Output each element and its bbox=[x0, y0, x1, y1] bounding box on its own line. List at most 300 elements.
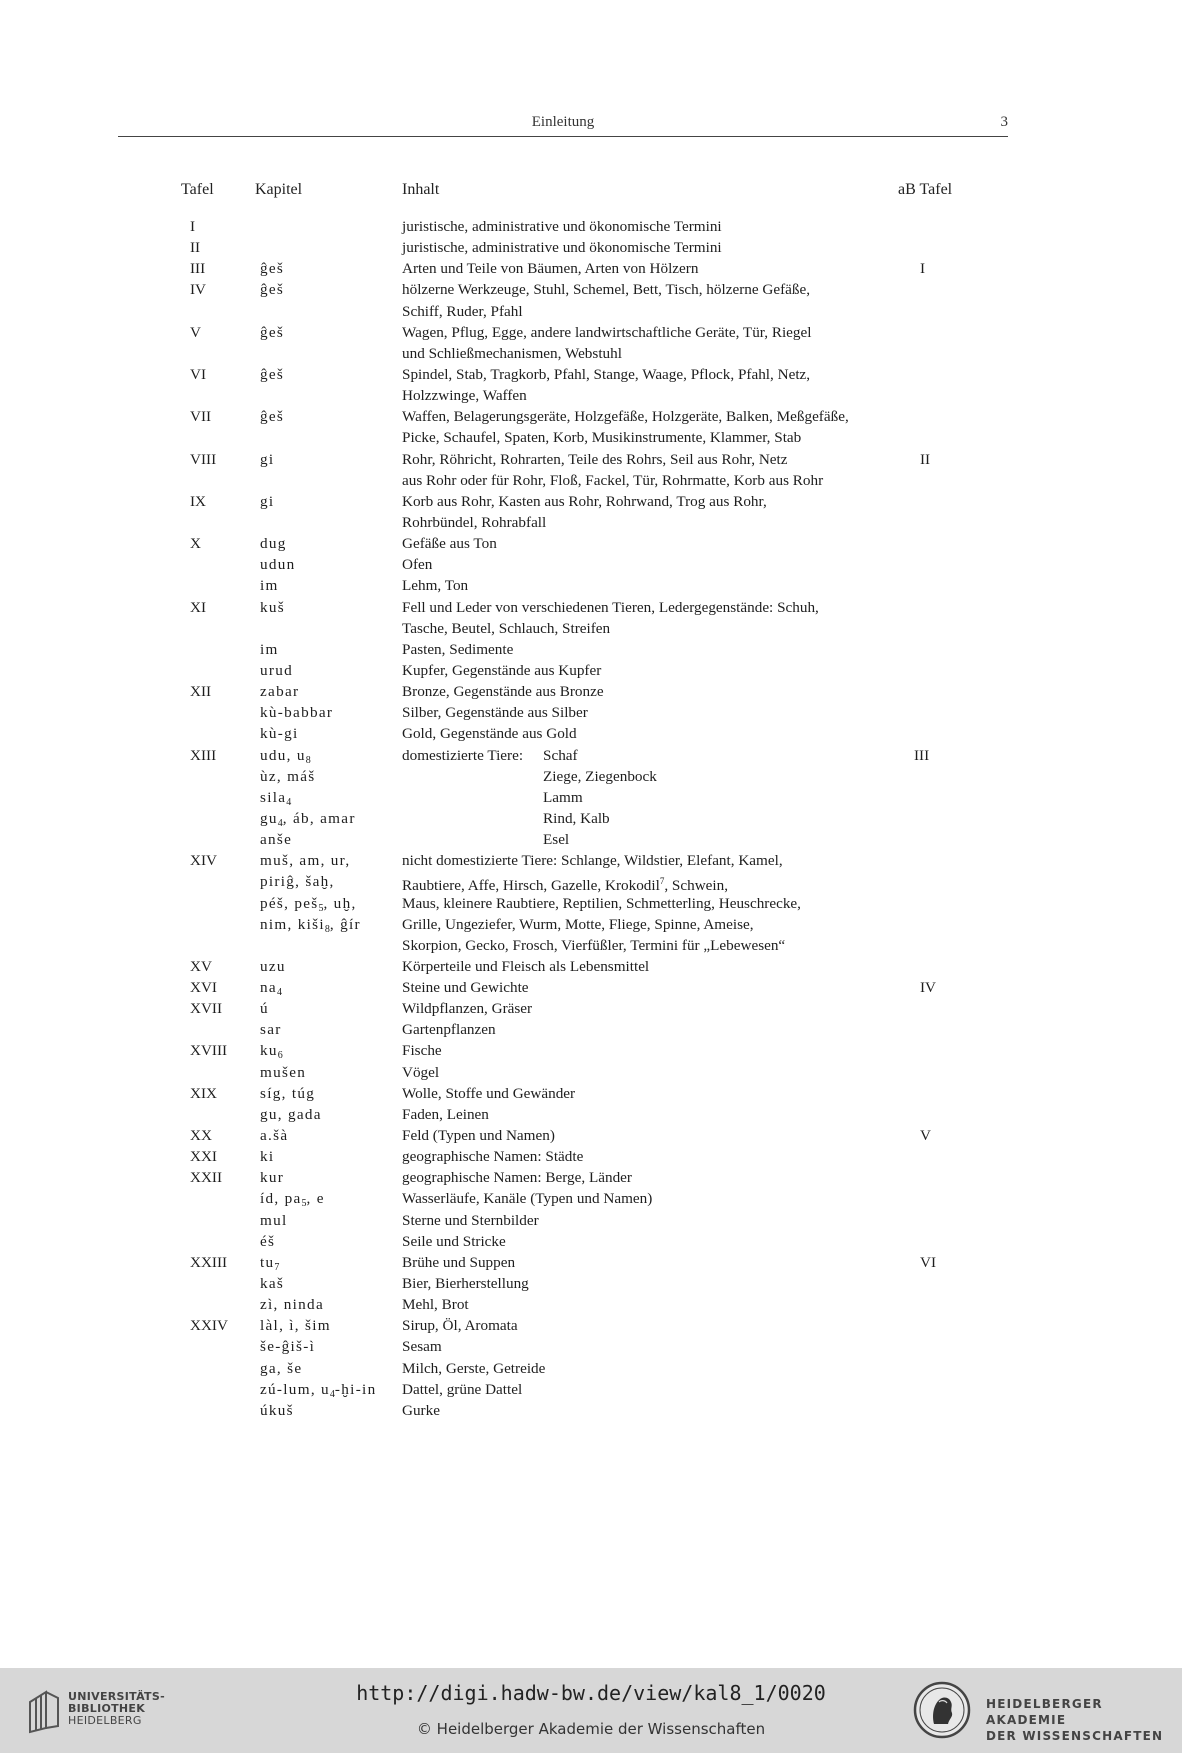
table-row bbox=[0, 1231, 1182, 1252]
inhalt-cell bbox=[402, 618, 610, 639]
academy-name-line: HEIDELBERGER AKADEMIE bbox=[986, 1697, 1103, 1727]
contents-table bbox=[0, 216, 1182, 1421]
inhalt-text: Wildpflanzen, Gräser bbox=[402, 1000, 533, 1018]
inhalt-cell bbox=[402, 279, 810, 300]
kapitel-cell bbox=[260, 998, 269, 1019]
tafel-cell: XV bbox=[190, 957, 212, 975]
inhalt-text: Maus, kleinere Raubtiere, Reptilien, Schmetterling, Heuschrecke, bbox=[402, 894, 801, 912]
kapitel-text: ga, še bbox=[260, 1359, 303, 1377]
inhalt-text: Rohrbündel, Rohrabfall bbox=[402, 513, 547, 531]
inhalt-cell bbox=[402, 597, 819, 618]
kapitel-text: úkuš bbox=[260, 1401, 294, 1419]
kapitel-text: gu bbox=[260, 809, 278, 827]
kapitel-subscript: 8 bbox=[324, 923, 330, 935]
running-title: Einleitung bbox=[531, 114, 595, 130]
inhalt-text: Grille, Ungeziefer, Wurm, Motte, Fliege, Spinne, Ameise, bbox=[402, 915, 754, 933]
library-name-line: BIBLIOTHEK bbox=[68, 1702, 146, 1715]
table-row bbox=[0, 893, 1182, 914]
tafel-cell: II bbox=[190, 239, 201, 257]
table-row bbox=[0, 1125, 1182, 1146]
table-row bbox=[0, 914, 1182, 935]
inhalt-cell bbox=[402, 1315, 518, 1336]
inhalt-text: geographische Namen: Berge, Länder bbox=[402, 1169, 632, 1187]
tafel-cell: VI bbox=[190, 365, 207, 383]
kapitel-cell bbox=[260, 575, 279, 596]
tafel-cell: XVIII bbox=[190, 1042, 228, 1060]
table-row bbox=[0, 1294, 1182, 1315]
footer-bar bbox=[0, 1668, 1182, 1753]
kapitel-text: éš bbox=[260, 1232, 276, 1250]
animal-name-cell: Esel bbox=[543, 831, 570, 849]
inhalt-cell bbox=[402, 1083, 575, 1104]
inhalt-text: Fische bbox=[402, 1042, 442, 1060]
ab-tafel-cell: IV bbox=[920, 979, 937, 997]
ab-tafel-cell: V bbox=[920, 1127, 931, 1145]
inhalt-text: Kupfer, Gegenstände aus Kupfer bbox=[402, 661, 602, 679]
kapitel-text: péš, peš bbox=[260, 894, 319, 912]
table-row bbox=[0, 597, 1182, 618]
kapitel-subscript: 6 bbox=[277, 1050, 283, 1062]
inhalt-text: Sesam bbox=[402, 1338, 442, 1356]
ab-tafel-cell: I bbox=[920, 260, 926, 278]
table-row bbox=[0, 829, 1182, 850]
table-row bbox=[0, 491, 1182, 512]
kapitel-cell bbox=[260, 681, 299, 702]
inhalt-cell bbox=[402, 914, 754, 935]
kapitel-text: kur bbox=[260, 1169, 285, 1187]
kapitel-cell bbox=[260, 364, 284, 385]
tafel-cell: XVI bbox=[190, 979, 217, 997]
inhalt-cell bbox=[402, 1336, 442, 1357]
kapitel-cell bbox=[260, 1400, 294, 1421]
table-row bbox=[0, 279, 1182, 300]
inhalt-cell bbox=[402, 935, 785, 956]
inhalt-text: Silber, Gegenstände aus Silber bbox=[402, 704, 588, 722]
inhalt-cell bbox=[402, 1167, 632, 1188]
inhalt-cell bbox=[402, 322, 811, 343]
kapitel-text: ùz, máš bbox=[260, 767, 316, 785]
kapitel-text: na bbox=[260, 979, 277, 997]
inhalt-cell bbox=[402, 1188, 652, 1209]
table-row bbox=[0, 512, 1182, 533]
inhalt-text: Gartenpflanzen bbox=[402, 1021, 496, 1039]
tafel-cell: XXIV bbox=[190, 1317, 228, 1335]
kapitel-text: kuš bbox=[260, 598, 285, 616]
kapitel-cell bbox=[260, 1019, 282, 1040]
inhalt-text: geographische Namen: Städte bbox=[402, 1148, 584, 1166]
kapitel-text: im bbox=[260, 640, 279, 658]
inhalt-cell bbox=[402, 1125, 555, 1146]
academy-name bbox=[986, 1696, 1182, 1744]
table-row bbox=[0, 1019, 1182, 1040]
kapitel-text: piriĝ, šaḫ, bbox=[260, 873, 335, 891]
tafel-cell: XXIII bbox=[190, 1253, 228, 1271]
inhalt-cell bbox=[402, 343, 622, 364]
kapitel-text: urud bbox=[260, 661, 294, 679]
inhalt-text: Picke, Schaufel, Spaten, Korb, Musikinstrumente, Klammer, Stab bbox=[402, 429, 802, 447]
kapitel-subscript: 4 bbox=[329, 1388, 335, 1400]
kapitel-text: kù-babbar bbox=[260, 704, 334, 722]
table-row bbox=[0, 216, 1182, 237]
kapitel-text: ĝeš bbox=[260, 408, 285, 426]
kapitel-cell bbox=[260, 829, 292, 850]
inhalt-text: Steine und Gewichte bbox=[402, 979, 529, 997]
kapitel-cell bbox=[260, 660, 293, 681]
table-row bbox=[0, 1104, 1182, 1125]
kapitel-text: nim, kiši bbox=[260, 915, 325, 933]
animal-name-cell: Lamm bbox=[543, 788, 583, 806]
inhalt-cell bbox=[402, 1273, 529, 1294]
kapitel-cell bbox=[260, 639, 279, 660]
kapitel-subscript: 5 bbox=[318, 902, 324, 914]
inhalt-text: Sterne und Sternbilder bbox=[402, 1211, 539, 1229]
inhalt-cell bbox=[402, 681, 604, 702]
inhalt-text: Bronze, Gegenstände aus Bronze bbox=[402, 683, 604, 701]
inhalt-text: Pasten, Sedimente bbox=[402, 640, 514, 658]
tafel-cell: III bbox=[190, 260, 206, 278]
tafel-cell: XVII bbox=[190, 1000, 223, 1018]
inhalt-text: Rohr, Röhricht, Rohrarten, Teile des Rohrs, Seil aus Rohr, Netz bbox=[402, 450, 788, 468]
inhalt-cell bbox=[402, 998, 532, 1019]
inhalt-cell bbox=[402, 1040, 442, 1061]
kapitel-cell bbox=[260, 956, 286, 977]
inhalt-text: Seile und Stricke bbox=[402, 1232, 506, 1250]
table-row bbox=[0, 787, 1182, 808]
inhalt-text: domestizierte Tiere: bbox=[402, 746, 524, 764]
tafel-cell: XI bbox=[190, 598, 207, 616]
inhalt-cell bbox=[402, 639, 513, 660]
inhalt-text: Spindel, Stab, Tragkorb, Pfahl, Stange, Waage, Pflock, Pfahl, Netz, bbox=[402, 365, 811, 383]
inhalt-cell bbox=[402, 512, 546, 533]
inhalt-text: Skorpion, Gecko, Frosch, Vierfüßler, Termini für „Lebewesen“ bbox=[402, 936, 786, 954]
library-name-line: UNIVERSITÄTS- bbox=[68, 1690, 165, 1703]
inhalt-text: Wolle, Stoffe und Gewänder bbox=[402, 1084, 576, 1102]
academy-seal-icon bbox=[912, 1680, 972, 1740]
table-row bbox=[0, 554, 1182, 575]
table-row bbox=[0, 702, 1182, 723]
table-row bbox=[0, 1210, 1182, 1231]
kapitel-text: zì, ninda bbox=[260, 1296, 324, 1314]
table-row bbox=[0, 681, 1182, 702]
kapitel-text: dug bbox=[260, 535, 287, 553]
table-row bbox=[0, 745, 1182, 766]
kapitel-subscript: 5 bbox=[301, 1198, 307, 1210]
inhalt-cell bbox=[402, 1358, 545, 1379]
kapitel-cell bbox=[260, 1167, 284, 1188]
kapitel-cell bbox=[260, 1231, 275, 1252]
inhalt-text: Lehm, Ton bbox=[402, 577, 469, 595]
tafel-cell: XII bbox=[190, 683, 212, 701]
table-row bbox=[0, 258, 1182, 279]
inhalt-text: Arten und Teile von Bäumen, Arten von Hölzern bbox=[402, 260, 699, 278]
kapitel-text: udun bbox=[260, 556, 296, 574]
table-row bbox=[0, 1062, 1182, 1083]
kapitel-text: ĝeš bbox=[260, 260, 285, 278]
kapitel-text: anše bbox=[260, 831, 293, 849]
inhalt-text: Holzzwinge, Waffen bbox=[402, 387, 527, 405]
table-row bbox=[0, 449, 1182, 470]
table-row bbox=[0, 935, 1182, 956]
inhalt-text: Feld (Typen und Namen) bbox=[402, 1127, 555, 1145]
inhalt-text: nicht domestizierte Tiere: Schlange, Wildstier, Elefant, Kamel, bbox=[402, 852, 783, 870]
academy-name-line: DER WISSENSCHAFTEN bbox=[986, 1729, 1164, 1743]
kapitel-text: ú bbox=[260, 1000, 269, 1018]
inhalt-text: Mehl, Brot bbox=[402, 1296, 469, 1314]
inhalt-text: Sirup, Öl, Aromata bbox=[402, 1317, 518, 1335]
inhalt-cell bbox=[402, 1062, 439, 1083]
kapitel-cell bbox=[260, 702, 333, 723]
inhalt-cell bbox=[402, 702, 588, 723]
table-row bbox=[0, 850, 1182, 871]
kapitel-text: gu, gada bbox=[260, 1105, 322, 1123]
table-row bbox=[0, 1188, 1182, 1209]
inhalt-cell bbox=[402, 977, 529, 998]
kapitel-text: síg, túg bbox=[260, 1084, 316, 1102]
inhalt-text: Wagen, Pflug, Egge, andere landwirtschaftliche Geräte, Tür, Riegel bbox=[402, 323, 812, 341]
table-row bbox=[0, 343, 1182, 364]
inhalt-text: Dattel, grüne Dattel bbox=[402, 1380, 523, 1398]
table-row bbox=[0, 766, 1182, 787]
kapitel-cell bbox=[260, 1294, 324, 1315]
inhalt-text: , Schwein, bbox=[664, 877, 729, 895]
kapitel-text: zabar bbox=[260, 683, 300, 701]
table-row bbox=[0, 322, 1182, 343]
table-row bbox=[0, 1273, 1182, 1294]
kapitel-text: íd, pa bbox=[260, 1190, 302, 1208]
table-row bbox=[0, 470, 1182, 491]
kapitel-text: a.šà bbox=[260, 1127, 289, 1145]
running-header bbox=[118, 112, 1008, 137]
kapitel-text: uzu bbox=[260, 957, 286, 975]
inhalt-text: Raubtiere, Affe, Hirsch, Gazelle, Krokodil bbox=[402, 877, 660, 895]
kapitel-text: še-ĝiš-ì bbox=[260, 1338, 316, 1356]
table-row bbox=[0, 1083, 1182, 1104]
library-name-line: HEIDELBERG bbox=[68, 1714, 142, 1727]
inhalt-cell bbox=[402, 406, 849, 427]
inhalt-cell bbox=[402, 1019, 496, 1040]
table-row bbox=[0, 385, 1182, 406]
inhalt-cell bbox=[402, 850, 783, 871]
animal-name-cell: Ziege, Ziegenbock bbox=[543, 767, 657, 785]
inhalt-cell bbox=[402, 956, 649, 977]
tafel-cell: IV bbox=[190, 281, 207, 299]
tafel-cell: IX bbox=[190, 492, 207, 510]
tafel-cell: V bbox=[190, 323, 201, 341]
inhalt-text: Waffen, Belagerungsgeräte, Holzgefäße, Holzgeräte, Balken, Meßgefäße, bbox=[402, 408, 849, 426]
table-row bbox=[0, 1400, 1182, 1421]
ab-tafel-cell: II bbox=[920, 450, 931, 468]
table-row bbox=[0, 237, 1182, 258]
inhalt-text: Ofen bbox=[402, 556, 433, 574]
tafel-cell: VII bbox=[190, 408, 212, 426]
kapitel-cell bbox=[260, 1336, 315, 1357]
kapitel-text: ĝeš bbox=[260, 323, 285, 341]
inhalt-cell bbox=[402, 237, 722, 258]
kapitel-cell bbox=[260, 1062, 306, 1083]
kapitel-subscript: 4 bbox=[277, 817, 283, 829]
tafel-cell: XIV bbox=[190, 852, 217, 870]
kapitel-cell bbox=[260, 322, 284, 343]
inhalt-text: hölzerne Werkzeuge, Stuhl, Schemel, Bett, Tisch, hölzerne Gefäße, bbox=[402, 281, 811, 299]
inhalt-cell bbox=[402, 1104, 489, 1125]
kapitel-cell bbox=[260, 554, 296, 575]
table-row bbox=[0, 956, 1182, 977]
kapitel-text: , uḫ, bbox=[323, 894, 357, 912]
inhalt-text: Faden, Leinen bbox=[402, 1105, 489, 1123]
kapitel-text: -ḫi-in bbox=[334, 1380, 377, 1398]
inhalt-cell bbox=[402, 491, 767, 512]
table-row bbox=[0, 1167, 1182, 1188]
tafel-cell: XXII bbox=[190, 1169, 223, 1187]
table-row bbox=[0, 1358, 1182, 1379]
kapitel-cell bbox=[260, 279, 284, 300]
kapitel-text: , ĝír bbox=[329, 915, 361, 933]
kapitel-text: kaš bbox=[260, 1275, 285, 1293]
kapitel-text: mušen bbox=[260, 1063, 307, 1081]
inhalt-cell bbox=[402, 1231, 506, 1252]
kapitel-cell bbox=[260, 449, 274, 470]
table-row bbox=[0, 660, 1182, 681]
inhalt-text: Brühe und Suppen bbox=[402, 1253, 516, 1271]
table-row bbox=[0, 301, 1182, 322]
inhalt-text: Fell und Leder von verschiedenen Tieren, Ledergegenstände: Schuh, bbox=[402, 598, 819, 616]
kapitel-cell bbox=[260, 723, 299, 744]
animal-name-cell: Rind, Kalb bbox=[543, 809, 610, 827]
inhalt-text: Gurke bbox=[402, 1401, 440, 1419]
kapitel-text: udu, u bbox=[260, 746, 306, 764]
inhalt-cell bbox=[402, 364, 810, 385]
kapitel-cell bbox=[260, 1273, 284, 1294]
inhalt-cell bbox=[402, 660, 601, 681]
inhalt-text: juristische, administrative und ökonomische Termini bbox=[402, 239, 722, 257]
kapitel-text: , áb, amar bbox=[282, 809, 356, 827]
kapitel-text: gi bbox=[260, 450, 275, 468]
kapitel-text: muš, am, ur, bbox=[260, 852, 351, 870]
column-header-ab-tafel: aB Tafel bbox=[898, 181, 953, 198]
inhalt-cell bbox=[402, 1294, 469, 1315]
table-row bbox=[0, 639, 1182, 660]
table-row bbox=[0, 871, 1182, 895]
inhalt-text: Vögel bbox=[402, 1063, 440, 1081]
kapitel-text: sar bbox=[260, 1021, 282, 1039]
kapitel-text: im bbox=[260, 577, 279, 595]
kapitel-subscript: 4 bbox=[286, 796, 292, 808]
inhalt-cell bbox=[402, 575, 468, 596]
table-row bbox=[0, 575, 1182, 596]
kapitel-text: làl, ì, šim bbox=[260, 1317, 331, 1335]
kapitel-cell bbox=[260, 766, 316, 787]
table-row bbox=[0, 1315, 1182, 1336]
ab-tafel-cell: VI bbox=[920, 1253, 937, 1271]
inhalt-cell bbox=[402, 427, 801, 448]
kapitel-cell bbox=[260, 1315, 331, 1336]
kapitel-cell bbox=[260, 258, 284, 279]
animal-name-cell: Schaf bbox=[543, 746, 578, 764]
inhalt-cell bbox=[402, 1252, 515, 1273]
kapitel-cell bbox=[260, 871, 335, 892]
kapitel-text: ku bbox=[260, 1042, 278, 1060]
inhalt-cell bbox=[402, 1210, 539, 1231]
inhalt-cell bbox=[402, 258, 698, 279]
tafel-cell: XX bbox=[190, 1127, 212, 1145]
table-row bbox=[0, 1146, 1182, 1167]
table-row bbox=[0, 364, 1182, 385]
table-row bbox=[0, 427, 1182, 448]
column-header-inhalt: Inhalt bbox=[402, 181, 440, 198]
inhalt-text: Wasserläufe, Kanäle (Typen und Namen) bbox=[402, 1190, 653, 1208]
inhalt-cell bbox=[402, 1379, 522, 1400]
permalink-url[interactable]: http://digi.hadw-bw.de/view/kal8_1/0020 bbox=[356, 1681, 826, 1705]
table-row bbox=[0, 1336, 1182, 1357]
kapitel-cell bbox=[260, 1210, 288, 1231]
inhalt-text: Körperteile und Fleisch als Lebensmittel bbox=[402, 957, 650, 975]
kapitel-cell bbox=[260, 850, 351, 871]
table-row bbox=[0, 406, 1182, 427]
table-row bbox=[0, 1252, 1182, 1273]
ab-tafel-cell: III bbox=[914, 746, 930, 764]
table-row bbox=[0, 998, 1182, 1019]
kapitel-subscript: 4 bbox=[276, 987, 282, 999]
inhalt-cell bbox=[402, 533, 497, 554]
kapitel-text: ki bbox=[260, 1148, 275, 1166]
tafel-cell: I bbox=[190, 218, 196, 235]
inhalt-cell bbox=[402, 893, 801, 914]
table-row bbox=[0, 808, 1182, 829]
kapitel-text: mul bbox=[260, 1211, 288, 1229]
kapitel-text: , e bbox=[306, 1190, 325, 1208]
inhalt-cell bbox=[402, 1400, 440, 1421]
table-row bbox=[0, 1379, 1182, 1400]
inhalt-text: Korb aus Rohr, Kasten aus Rohr, Rohrwand, Trog aus Rohr, bbox=[402, 492, 767, 510]
kapitel-text: ĝeš bbox=[260, 365, 285, 383]
kapitel-subscript: 8 bbox=[305, 754, 311, 766]
kapitel-text: tu bbox=[260, 1253, 275, 1271]
footnote-marker: 7 bbox=[659, 876, 665, 887]
table-row bbox=[0, 977, 1182, 998]
inhalt-cell bbox=[402, 449, 788, 470]
inhalt-text: Gefäße aus Ton bbox=[402, 535, 497, 553]
inhalt-text: aus Rohr oder für Rohr, Floß, Fackel, Tür, Rohrmatte, Korb aus Rohr bbox=[402, 471, 824, 489]
table-row bbox=[0, 723, 1182, 744]
inhalt-cell bbox=[402, 1146, 583, 1167]
kapitel-text: sila bbox=[260, 788, 287, 806]
kapitel-cell bbox=[260, 1083, 315, 1104]
inhalt-cell bbox=[402, 216, 722, 237]
inhalt-text: Schiff, Ruder, Pfahl bbox=[402, 302, 523, 320]
tafel-cell: XXI bbox=[190, 1148, 217, 1166]
inhalt-cell bbox=[402, 385, 527, 406]
kapitel-cell bbox=[260, 406, 284, 427]
inhalt-text: und Schließmechanismen, Webstuhl bbox=[402, 344, 622, 362]
copyright-notice: © Heidelberger Akademie der Wissenschaften bbox=[416, 1720, 766, 1738]
kapitel-text: zú-lum, u bbox=[260, 1380, 330, 1398]
tafel-cell: XIX bbox=[190, 1084, 217, 1102]
table-row bbox=[0, 618, 1182, 639]
inhalt-cell bbox=[402, 745, 523, 766]
page-number: 3 bbox=[1000, 114, 1008, 130]
inhalt-text: Bier, Bierherstellung bbox=[402, 1275, 529, 1293]
kapitel-cell bbox=[260, 1146, 274, 1167]
inhalt-text: Tasche, Beutel, Schlauch, Streifen bbox=[402, 619, 611, 637]
kapitel-text: kù-gi bbox=[260, 725, 299, 743]
kapitel-cell bbox=[260, 1104, 322, 1125]
kapitel-cell bbox=[260, 1358, 302, 1379]
inhalt-cell bbox=[402, 723, 577, 744]
inhalt-cell bbox=[402, 554, 432, 575]
kapitel-cell bbox=[260, 491, 274, 512]
column-header-tafel: Tafel bbox=[181, 181, 214, 198]
kapitel-text: gi bbox=[260, 492, 275, 510]
